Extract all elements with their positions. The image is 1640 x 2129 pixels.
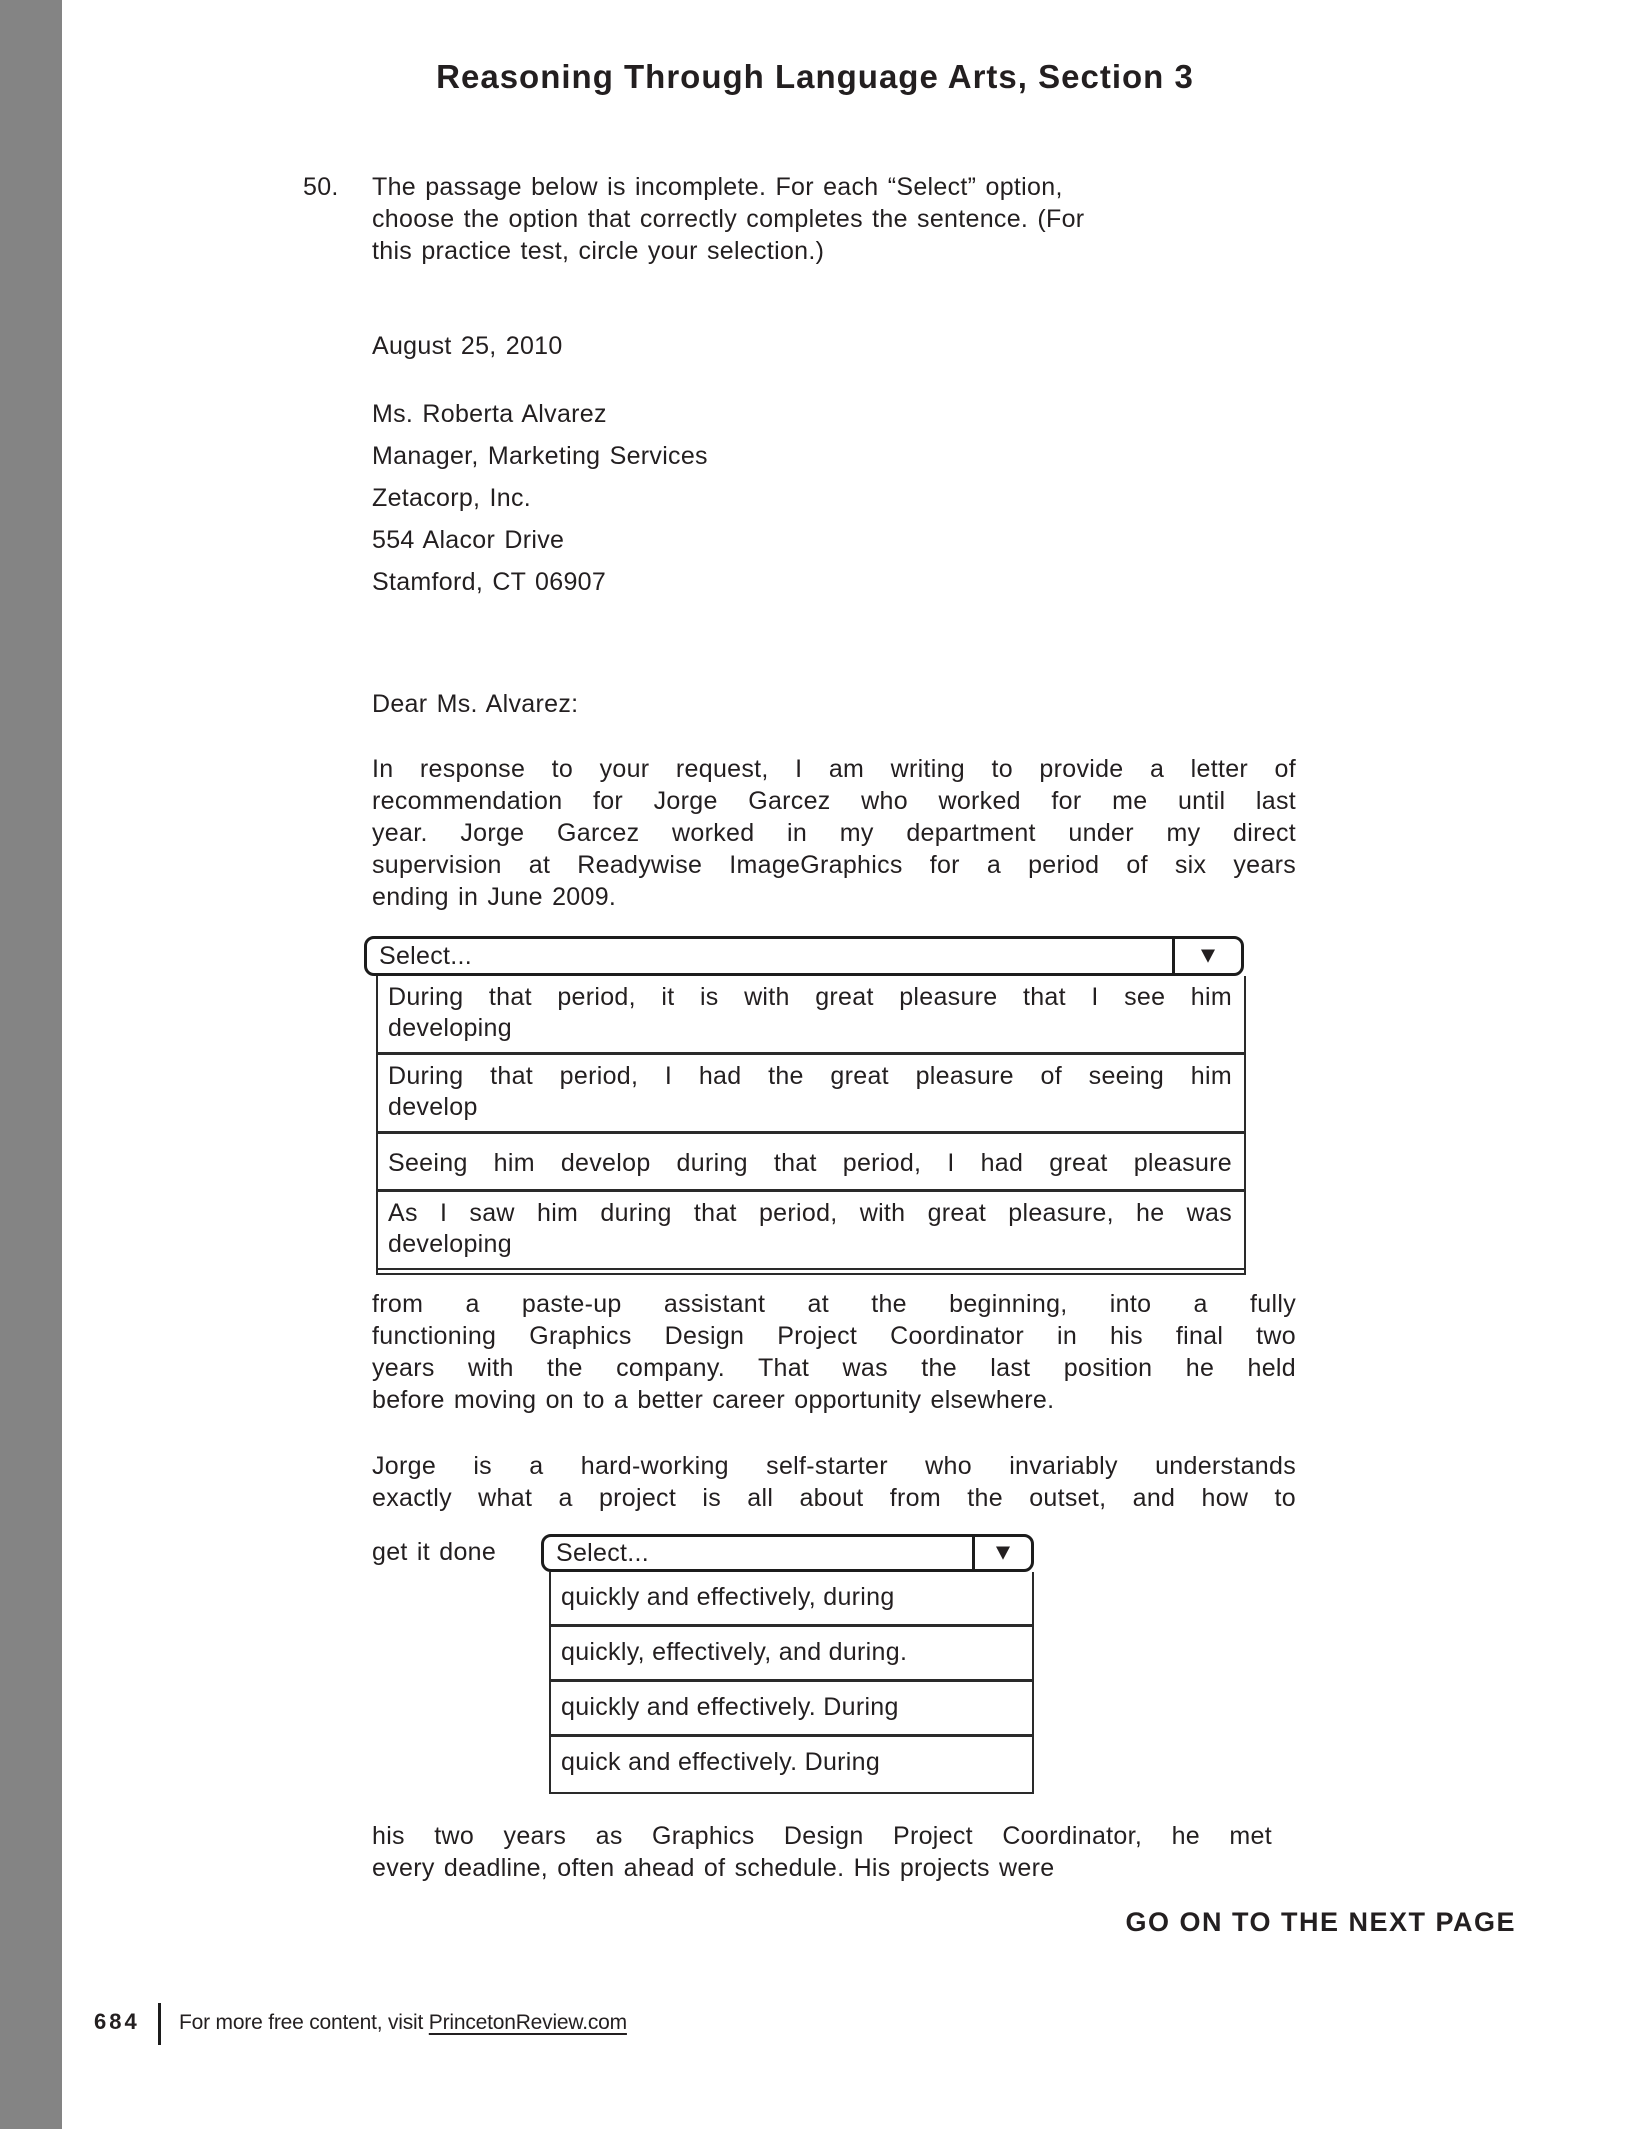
footer-message: For more free content, visit: [179, 2011, 429, 2034]
paragraph-line: exactly what a project is all about from the outset, and how to: [372, 1484, 1296, 1512]
option-line: As I saw him during that period, with great pleasure, he was: [388, 1199, 1232, 1227]
paragraph-line: In response to your request, I am writing to provide a letter of: [372, 755, 1296, 783]
dropdown-2-arrow-button[interactable]: [972, 1537, 1031, 1569]
paragraph-line: Jorge is a hard-working self-starter who invariably understands: [372, 1452, 1296, 1480]
letter-recipient-block: [372, 393, 708, 603]
dropdown-1-placeholder: Select...: [379, 941, 473, 970]
dropdown-1-option-a[interactable]: [378, 976, 1244, 1055]
option-line: During that period, it is with great pleasure that I see him: [388, 983, 1232, 1011]
go-on-next-page-label: GO ON TO THE NEXT PAGE: [1125, 1907, 1516, 1937]
prompt-line: choose the option that correctly completes the sentence. (For: [372, 205, 1085, 233]
prompt-line: this practice test, circle your selection.): [372, 237, 825, 265]
dropdown-2-select[interactable]: [541, 1534, 1034, 1572]
letter-date: August 25, 2010: [372, 332, 563, 360]
question-number: 50.: [303, 173, 339, 201]
paragraph-line: functioning Graphics Design Project Coordinator in his final two: [372, 1322, 1296, 1350]
option-line: developing: [388, 1230, 512, 1258]
dropdown-2-option-b[interactable]: quickly, effectively, and during.: [551, 1627, 1032, 1682]
recipient-line: Stamford, CT 06907: [372, 568, 607, 596]
footer-text: [179, 2009, 627, 2037]
option-line: Seeing him develop during that period, I had great pleasure: [388, 1149, 1232, 1177]
section-title: Reasoning Through Language Arts, Section 3: [436, 58, 1194, 95]
princeton-review-link[interactable]: PrincetonReview.com: [428, 2011, 627, 2034]
letter-paragraph-1: [372, 753, 1296, 913]
option-line: developing: [388, 1014, 512, 1042]
paragraph-line: ending in June 2009.: [372, 883, 617, 911]
page-number: 684: [94, 2009, 140, 2034]
inline-lead-text: get it done: [372, 1538, 497, 1566]
dropdown-2-options-list: [549, 1572, 1034, 1794]
footer-divider: [158, 2003, 161, 2045]
dropdown-arrow-icon: ▼: [991, 1539, 1015, 1566]
question-prompt: [372, 171, 1277, 267]
dropdown-2-placeholder: Select...: [556, 1538, 650, 1567]
dropdown-1-select[interactable]: [364, 936, 1244, 976]
prompt-line: The passage below is incomplete. For each “Select” option,: [372, 173, 1063, 201]
paragraph-line: before moving on to a better career opportunity elsewhere.: [372, 1386, 1055, 1414]
dropdown-1-option-c[interactable]: [378, 1134, 1244, 1192]
dropdown-1-option-d[interactable]: [378, 1192, 1244, 1270]
letter-paragraph-2: [372, 1288, 1296, 1416]
recipient-line: 554 Alacor Drive: [372, 526, 565, 554]
dropdown-1-arrow-button[interactable]: [1172, 939, 1241, 973]
option-line: During that period, I had the great pleasure of seeing him: [388, 1062, 1232, 1090]
paragraph-line: year. Jorge Garcez worked in my department under my direct: [372, 819, 1296, 847]
letter-salutation: Dear Ms. Alvarez:: [372, 690, 579, 718]
dropdown-1-option-b[interactable]: [378, 1055, 1244, 1134]
paragraph-line: recommendation for Jorge Garcez who worked for me until last: [372, 787, 1296, 815]
dropdown-1-options-list: [376, 976, 1246, 1275]
dropdown-2-option-c[interactable]: quickly and effectively. During: [551, 1682, 1032, 1737]
paragraph-line: years with the company. That was the last position he held: [372, 1354, 1296, 1382]
dropdown-2-option-d[interactable]: quick and effectively. During: [561, 1748, 881, 1776]
dropdown-arrow-icon: ▼: [1196, 942, 1220, 969]
page-edge-bar: [0, 0, 62, 2129]
option-line: develop: [388, 1093, 478, 1121]
dropdown-2-option-a[interactable]: quickly and effectively, during: [551, 1572, 1032, 1627]
letter-paragraph-3: [372, 1450, 1296, 1514]
paragraph-line: his two years as Graphics Design Project Coordinator, he met: [372, 1822, 1272, 1850]
recipient-line: Ms. Roberta Alvarez: [372, 400, 607, 428]
recipient-line: Manager, Marketing Services: [372, 442, 708, 470]
letter-paragraph-4: [372, 1820, 1272, 1884]
paragraph-line: from a paste-up assistant at the beginning, into a fully: [372, 1290, 1296, 1318]
recipient-line: Zetacorp, Inc.: [372, 484, 532, 512]
paragraph-line: every deadline, often ahead of schedule. His projects were: [372, 1854, 1055, 1882]
paragraph-line: supervision at Readywise ImageGraphics for a period of six years: [372, 851, 1296, 879]
